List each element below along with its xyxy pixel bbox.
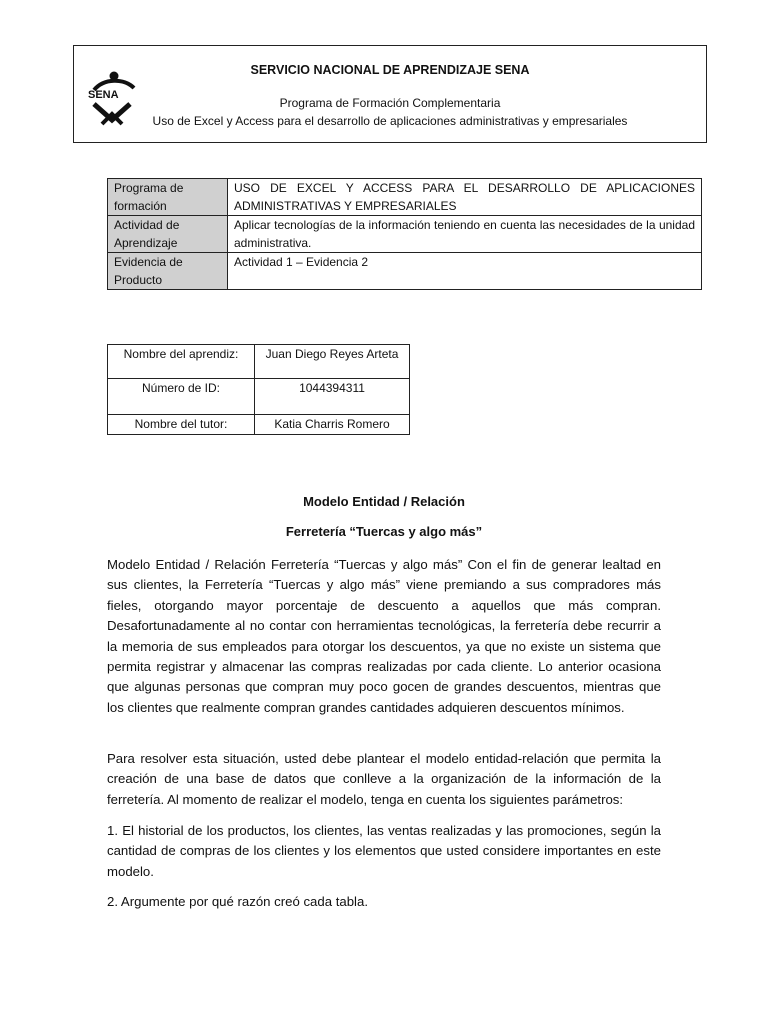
- table-row: [108, 379, 410, 415]
- row-value: Actividad 1 – Evidencia 2: [228, 253, 702, 290]
- table-row: [108, 179, 702, 216]
- course-name: Uso de Excel y Access para el desarrollo de aplicaciones administrativas y empresariales: [152, 114, 628, 128]
- section-title: Modelo Entidad / Relación: [303, 494, 465, 509]
- paragraph-text: Para resolver esta situación, usted debe plantear el modelo entidad-relación que permita la creación de una base de datos que conlleve a la organización de la información de la ferretería. Al momento de realizar el modelo, tenga en cuenta los siguientes parámetros:: [107, 751, 661, 807]
- row-label: Actividad de Aprendizaje: [108, 216, 228, 253]
- section-subtitle: Ferretería “Tuercas y algo más”: [285, 524, 483, 539]
- program-info-table: [107, 178, 702, 290]
- program-type: Programa de Formación Complementaria: [279, 96, 501, 110]
- document-header: [73, 45, 707, 143]
- row-label: Nombre del tutor:: [108, 415, 255, 435]
- row-value: Aplicar tecnologías de la información teniendo en cuenta las necesidades de la unidad administrativa.: [228, 216, 702, 253]
- student-info-table: [107, 344, 410, 435]
- row-value: Juan Diego Reyes Arteta: [255, 345, 410, 379]
- table-row: [108, 253, 702, 290]
- row-value: Katia Charris Romero: [255, 415, 410, 435]
- row-label: Programa de formación: [108, 179, 228, 216]
- row-value: 1044394311: [255, 379, 410, 415]
- paragraph: [107, 892, 661, 912]
- row-value: USO DE EXCEL Y ACCESS PARA EL DESARROLLO DE APLICACIONES ADMINISTRATIVAS Y EMPRESARIALES: [228, 179, 702, 216]
- paragraph: [107, 555, 661, 718]
- paragraph-text: 1. El historial de los productos, los clientes, las ventas realizadas y las promociones, según la cantidad de compras de los clientes y los elementos que usted considere importantes en este modelo.: [107, 823, 661, 879]
- institution-title: SERVICIO NACIONAL DE APRENDIZAJE SENA: [250, 63, 530, 77]
- row-label: Nombre del aprendiz:: [108, 345, 255, 379]
- paragraph-text: Modelo Entidad / Relación Ferretería “Tuercas y algo más” Con el fin de generar lealtad en sus clientes, la Ferretería “Tuercas y algo más” viene premiando a sus compradores más fieles, otorgando mayor porcentaje de descuento a aquellos que más compran. Desafortunadamente al no contar con herramientas tecnológicas, la ferretería debe recurrir a la memoria de sus empleados para otorgar los descuentos, ya que no existe un sistema que permita registrar y almacenar las compras realizadas por cada cliente. Lo anterior ocasiona que algunas personas que compran muy poco gocen de grandes descuentos, mientras que los clientes que realmente compran grandes cantidades adquieren descuentos mínimos.: [107, 557, 661, 715]
- row-label: Número de ID:: [108, 379, 255, 415]
- table-row: [108, 415, 410, 435]
- table-row: [108, 216, 702, 253]
- logo-text: SENA: [88, 89, 119, 101]
- row-label: Evidencia de Producto: [108, 253, 228, 290]
- paragraph-text: 2. Argumente por qué razón creó cada tabla.: [107, 894, 368, 909]
- paragraph: [107, 749, 661, 810]
- table-row: [108, 345, 410, 379]
- paragraph: [107, 821, 661, 882]
